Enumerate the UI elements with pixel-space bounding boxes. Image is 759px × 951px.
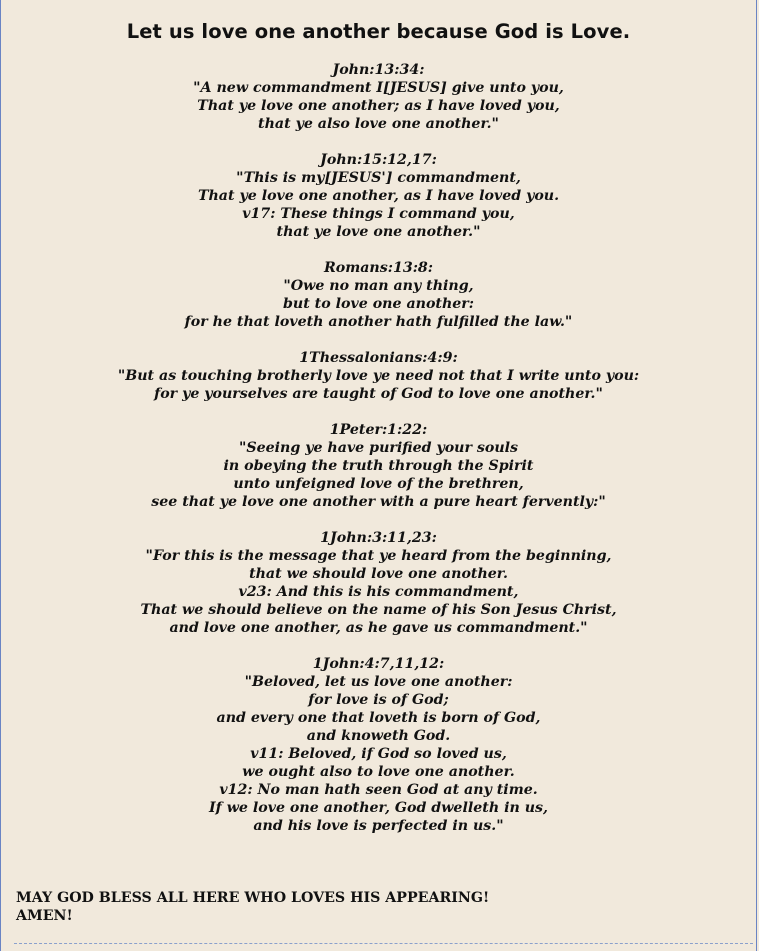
verse-line: that we should love one another. [249, 566, 508, 582]
verse-reference: 1Thessalonians:4:9: [299, 350, 458, 366]
verse-reference: John:15:12,17: [320, 152, 437, 168]
verse-line: If we love one another, God dwelleth in us, [209, 800, 548, 816]
verse-line: but to love one another: [282, 296, 475, 312]
verse-line: That ye love one another, as I have loved you. [197, 188, 560, 204]
verse-line: and every one that loveth is born of God, [216, 710, 541, 726]
verse-line: That we should believe on the name of his Son Jesus Christ, [140, 602, 617, 618]
verse-reference: John:13:34: [332, 62, 425, 78]
verse-reference: 1John:3:11,23: [320, 530, 437, 546]
verse-line: unto unfeigned love of the brethren, [233, 476, 524, 492]
verse-line: "Beloved, let us love one another: [244, 674, 513, 690]
verse-line: "Seeing ye have purified your souls [238, 440, 519, 456]
verse-line: "But as touching brotherly love ye need not that I write unto you: [117, 368, 640, 384]
verse-line: "For this is the message that ye heard from the beginning, [145, 548, 612, 564]
verse-block-1john-4 [0, 655, 757, 835]
verse-line: and love one another, as he gave us commandment." [169, 620, 588, 636]
verse-line: "Owe no man any thing, [283, 278, 474, 294]
amen-text: AMEN! [16, 908, 73, 924]
blessing-text: MAY GOD BLESS ALL HERE WHO LOVES HIS APPEARING! [16, 890, 490, 906]
verse-block-romans-13 [0, 259, 757, 331]
verse-line: v12: No man hath seen God at any time. [219, 782, 538, 798]
dashed-divider [14, 943, 753, 944]
verse-line: we ought also to love one another. [242, 764, 515, 780]
verse-line: v23: And this is his commandment, [238, 584, 519, 600]
verse-line: see that ye love one another with a pure heart fervently:" [151, 494, 606, 510]
verse-list [0, 61, 757, 853]
verse-line: for ye yourselves are taught of God to love one another." [154, 386, 603, 402]
verse-line: that ye love one another." [276, 224, 481, 240]
closing-blessing [16, 889, 489, 925]
verse-line: v11: Beloved, if God so loved us, [250, 746, 507, 762]
verse-block-1john-3 [0, 529, 757, 637]
verse-line: that ye also love one another." [258, 116, 499, 132]
verse-line: for he that loveth another hath fulfilled the law." [184, 314, 573, 330]
verse-line: That ye love one another; as I have loved you, [197, 98, 560, 114]
verse-line: in obeying the truth through the Spirit [223, 458, 534, 474]
verse-line: "A new commandment I[JESUS] give unto you, [193, 80, 564, 96]
page-title: Let us love one another because God is Love. [126, 20, 631, 43]
verse-line: for love is of God; [308, 692, 449, 708]
verse-reference: Romans:13:8: [323, 260, 434, 276]
verse-reference: 1John:4:7,11,12: [312, 656, 445, 672]
verse-line: v17: These things I command you, [242, 206, 515, 222]
verse-block-john-13 [0, 61, 757, 133]
verse-block-1peter-1 [0, 421, 757, 511]
verse-block-john-15 [0, 151, 757, 241]
verse-line: and knoweth God. [306, 728, 451, 744]
verse-reference: 1Peter:1:22: [329, 422, 428, 438]
verse-line: "This is my[JESUS'] commandment, [236, 170, 521, 186]
verse-line: and his love is perfected in us." [253, 818, 504, 834]
verse-block-1thessalonians-4 [0, 349, 757, 403]
